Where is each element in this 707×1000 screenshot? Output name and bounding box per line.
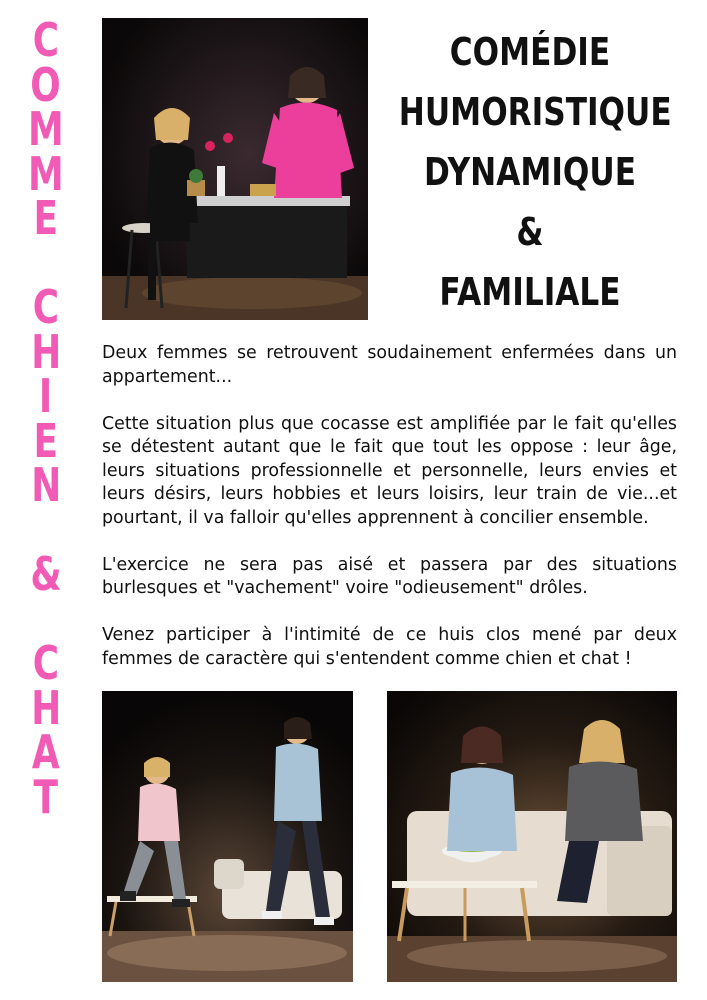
title-letter: C [32,636,60,690]
title-letter: M [28,146,64,201]
title-letter: O [30,57,62,112]
title-letter: H [30,324,62,379]
title-letter: C [32,280,60,334]
title-letter: C [32,13,60,67]
title-letter: & [30,547,62,601]
title-letter: E [33,191,59,245]
headline-line: HUMORISTIQUE [398,90,672,134]
title-letter: N [30,458,62,512]
title-letter: E [33,413,59,468]
headline-line: COMÉDIE [449,30,611,74]
title-letter: A [32,725,60,779]
description [102,342,677,671]
description-paragraph: Deux femmes se retrouvent soudainement enfermées dans un appartement... [102,343,677,387]
stage-photo-top [102,18,368,320]
title-letter: H [30,680,62,735]
description-paragraph: Cette situation plus que cocasse est amplifiée par le fait qu'elles se détestent autant que le fait que tout les oppose : leur âge, leurs situations professionnelle et personnelle, leurs envies et leurs désirs, leurs hobbies et leurs loisirs, leur train de vie...et pourtant, il va falloir qu'elles apprennent à concilier ensemble. [102,413,677,528]
description-paragraph: L'exercice ne sera pas aisé et passera par des situations burlesques et "vachement" voire "odieusement" drôles. [102,554,677,598]
headline [370,22,690,322]
title-letter: M [28,102,64,156]
headline-line: & [516,210,544,254]
title-letter: I [39,369,53,423]
description-paragraph: Venez participer à l'intimité de ce huis clos mené par deux femmes de caractère qui s'entendent comme chien et chat ! [102,625,677,669]
vertical-title [18,13,74,824]
title-letter: T [33,769,59,824]
stage-photo-bottom-right [387,691,677,982]
stage-photo-bottom-left [102,691,353,982]
headline-line: FAMILIALE [439,270,621,314]
headline-line: DYNAMIQUE [423,150,637,194]
